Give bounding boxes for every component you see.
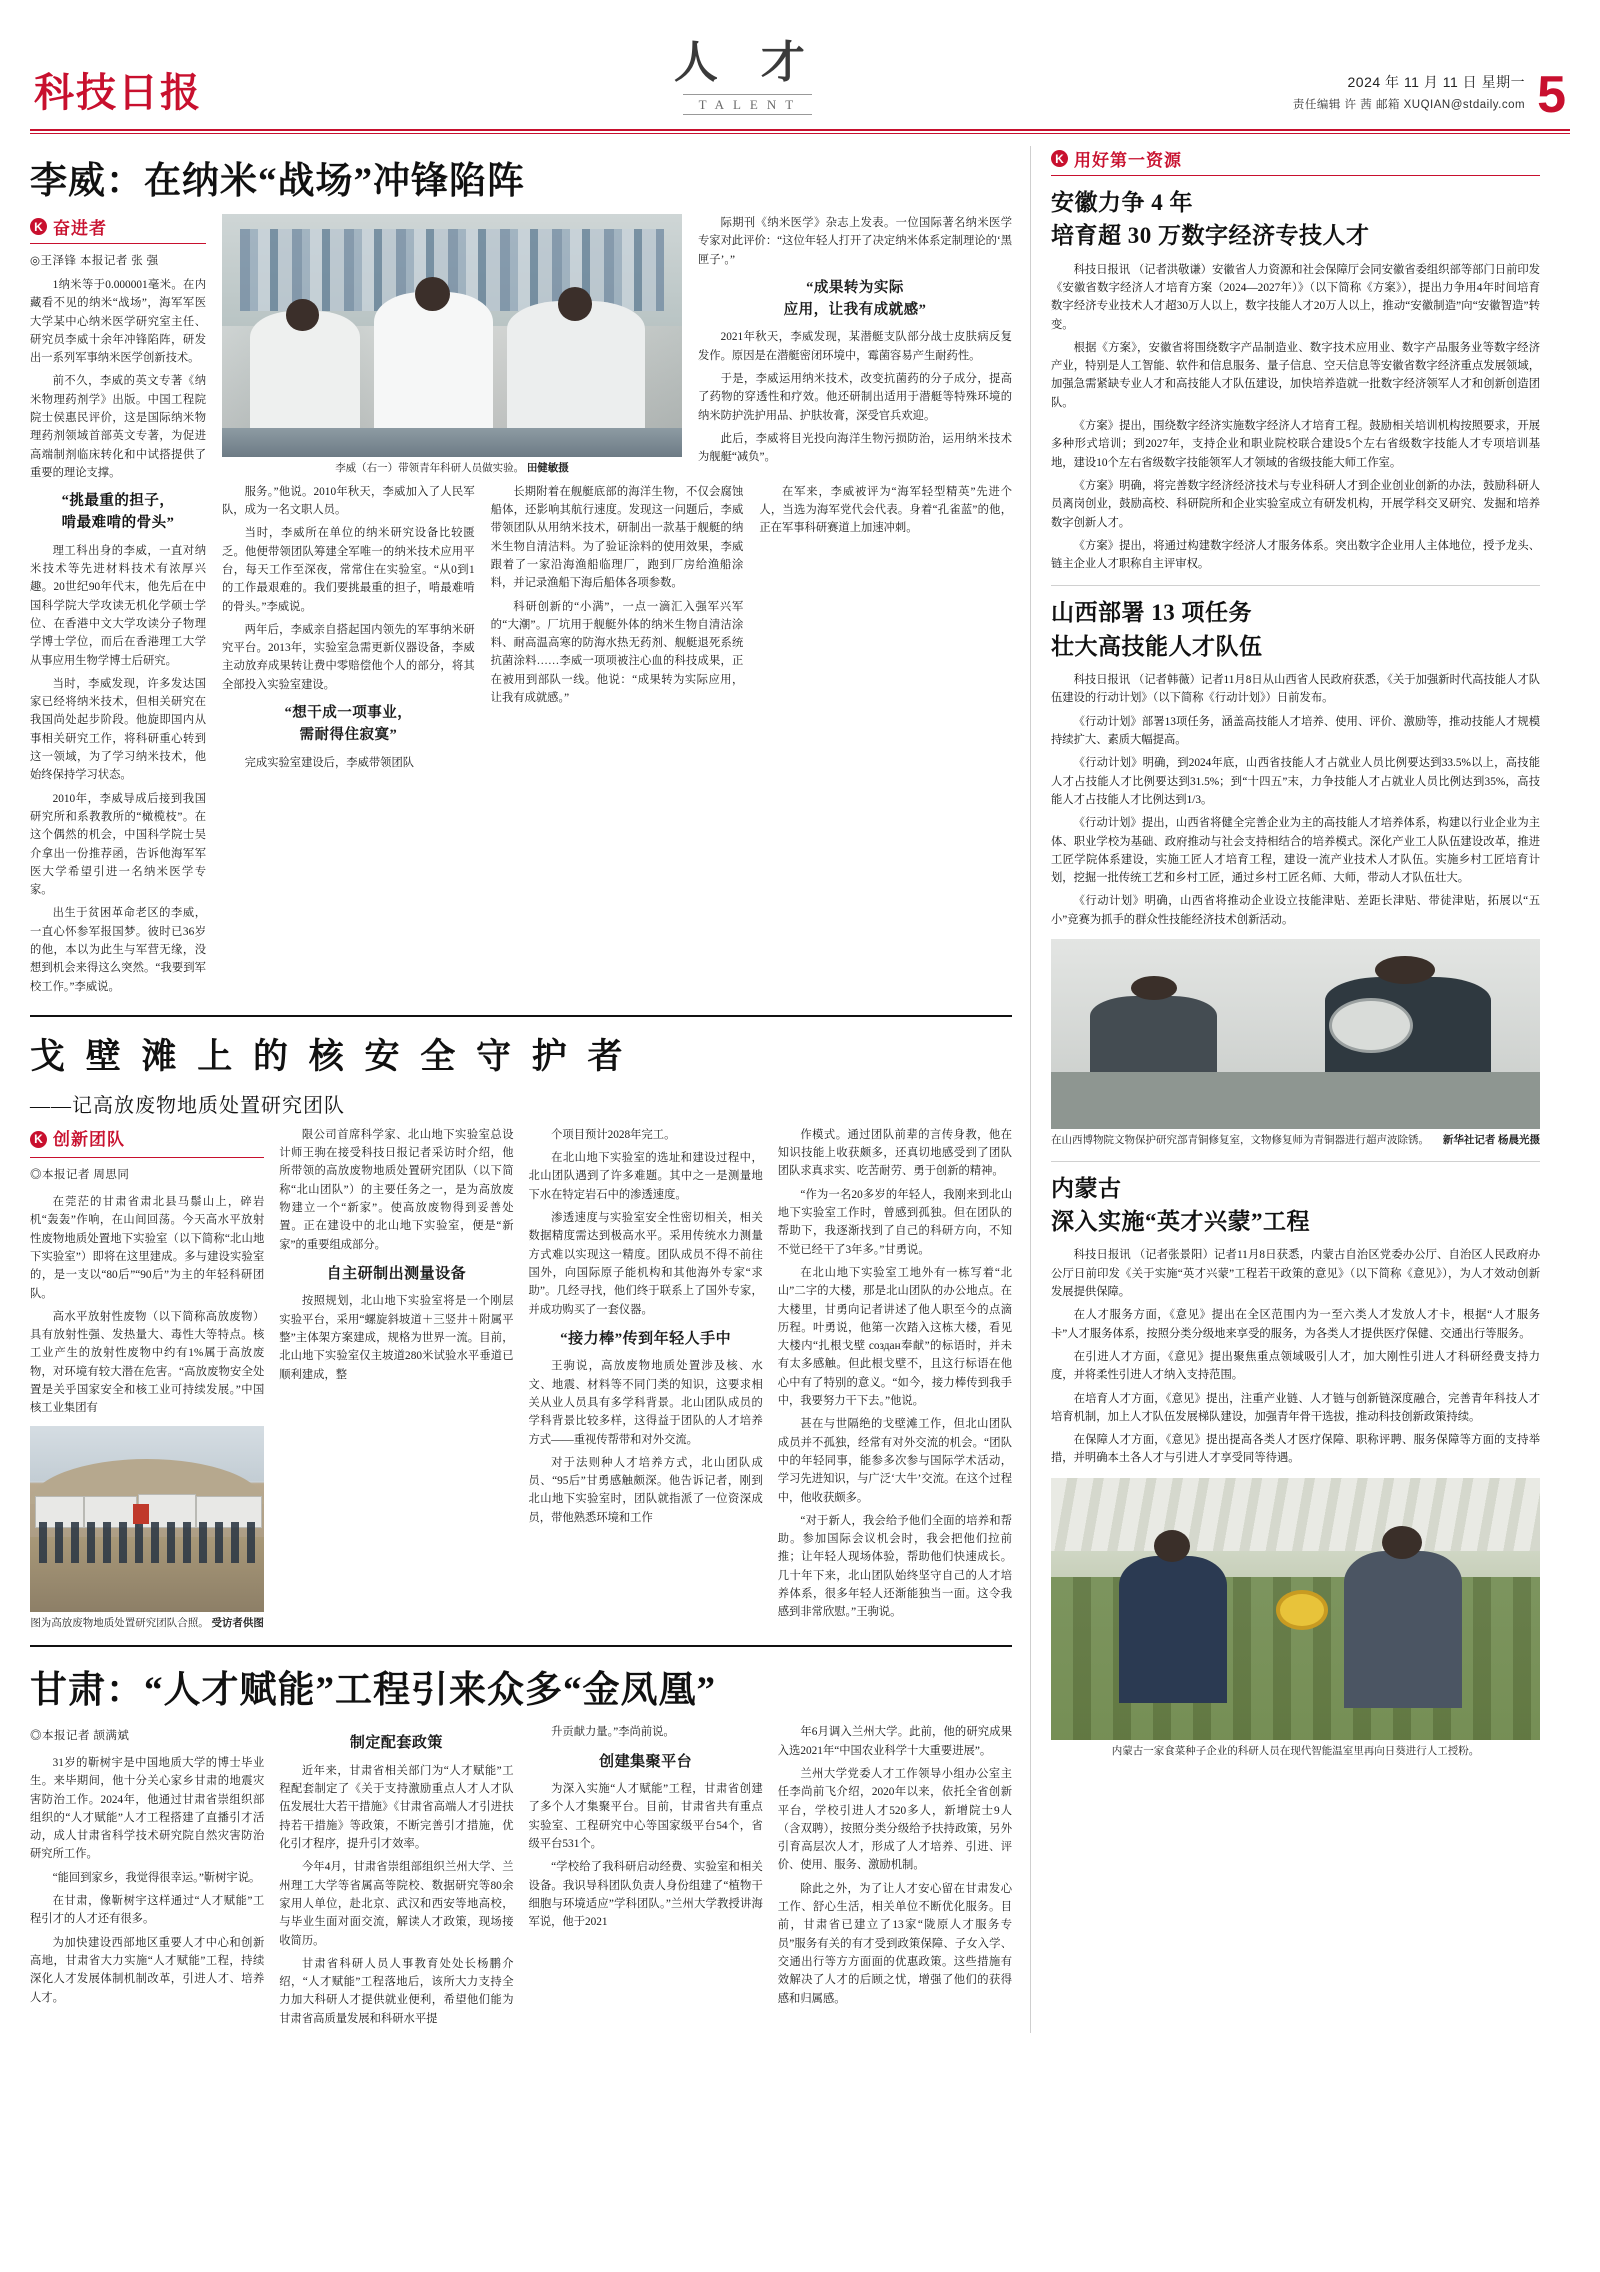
article-gobi-nuclear	[30, 1029, 1012, 1631]
paragraph: 年6月调入兰州大学。此前，他的研究成果入选2021年“中国农业科学十大重要进展”。	[777, 1726, 1012, 1757]
paragraph: 对于法则种人才培养方式，北山团队成员、“95后”甘勇感触颇深。他告诉记者，刚到北山地下实验室时，团队就指派了一位资深成员，带他熟悉环境和工作	[528, 1456, 763, 1524]
paragraph: 际期刊《纳米医学》杂志上发表。一位国际著名纳米医学专家对此评价：“这位年轻人打开了决定纳米体系定制理论的‘黑匣子’。”	[698, 217, 1012, 266]
main-column	[30, 146, 1030, 2033]
paragraph: 《方案》提出，围绕数字经济实施数字经济人才培育工程。鼓励相关培训机构按照要求，开展多种形式培训；到2027年，支持企业和职业院校联合建设5个左右省级数字技能人才专项培训基地，建设10个左右省级数字技能领军人才领域的省级技能大师工作室。	[1051, 420, 1540, 469]
right-section-tag	[1051, 146, 1540, 176]
right-divider-2	[1051, 1161, 1540, 1162]
article3-col3	[529, 1723, 763, 2033]
article1-headline: 李威：在纳米“战场”冲锋陷阵	[30, 161, 525, 202]
article1-subtitle-3: “成果转为实际 应用，让我有成就感”	[783, 279, 927, 318]
paragraph: 长期附着在舰艇底部的海洋生物，不仅会腐蚀船体，还影响其航行速度。发现这一问题后，李威带领团队从用纳米技术，研制出一款基于舰艇的纳米生物自清洁料。为了验证涂料的使用效果，李威跟着了一家沿海渔船临理厂，跑到厂房给渔船涂料，并记录渔船下海后船体各项参数。	[490, 485, 744, 590]
article2-col4	[778, 1126, 1012, 1631]
paragraph: 科技日报讯 （记者洪敬谦）安徽省人力资源和社会保障厅会同安徽省委组织部等部门日前印发《安徽省数字经济人才培育方案（2024—2027年）》（以下简称《方案》），提出力争用4年时间培育数字经济专业技术人才超30万人以上，数字技能人才20万人以上，推动“安徽制造”向“安徽智造”转变。	[1051, 263, 1540, 331]
article-gansu-talent	[30, 1659, 1012, 2033]
masthead-rule-thick	[30, 129, 1570, 131]
publication-logo: 科技日报	[34, 70, 202, 115]
paragraph: 《行动计划》明确，到2024年底，山西省技能人才占就业人员比例要达到33.5%以上，高技能人才占技能人才比例要达到31.5%；到“十四五”末，力争技能人才占就业人员比例达到35%，高技能人才占技能人才比例达到1/3。	[1051, 757, 1540, 806]
divider-2	[30, 1645, 1012, 1647]
article2-subtitle-2: “接力棒”传到年轻人手中	[560, 1330, 732, 1347]
article3-col1	[30, 1723, 264, 2033]
paragraph: “对于新人，我会给予他们全面的培养和帮助。参加国际会议机会时，我会把他们拉前推；让年轻人现场体验，帮助他们快速成长。几十年下来，北山团队始终坚守自己的人才培养体系，很多年轻人还渐能独当一面。这令我感到非常欣慰。”王驹说。	[777, 1514, 1012, 1619]
page-number: 5	[1537, 66, 1566, 125]
right-item2-body	[1051, 671, 1540, 929]
paragraph: 前不久，李威的英文专著《纳米物理药剂学》出版。中国工程院院士侯惠民评价，这是国际纳米物理药剂领域首部英文专著，为促进高端制剂临床转化和中试搭提供了重要的理论支撑。	[30, 375, 206, 479]
right-item3-body	[1051, 1246, 1540, 1467]
paragraph: 当时，李威所在单位的纳米研究设备比较匮乏。他便带领团队筹建全军唯一的纳米技术应用平台，每天工作至深夜，常常住在实验室。“从0到1的工作最艰难的。我们要挑最重的担子，啃最难啃的骨头。”李威说。	[222, 527, 475, 613]
paragraph: 《行动计划》明确，山西省将推动企业设立技能津贴、差距长津贴、带徒津贴，拓展以“五小”竞赛为抓手的群众性技能经济技术创新活动。	[1051, 895, 1540, 926]
article3-col2	[279, 1723, 513, 2033]
paragraph: 高水平放射性废物（以下简称高放废物）具有放射性强、发热量大、毒性大等特点。核工业产生的放射性废物中约有1%属于高放废物，对环境有较大潜在危害。“高放废物安全处置是关乎国家安全和核工业可持续发展。”中国核工业集团有	[30, 1310, 265, 1415]
article2-byline: ◎本报记者 周思同	[30, 1169, 130, 1182]
paragraph: 于是，李威运用纳米技术，改变抗菌药的分子成分，提高了药物的穿透性和疗效。他还研制出适用于潜艇等特殊环境的纳米防护洗护用品、护肤妆膏，深受官兵欢迎。	[698, 372, 1012, 422]
article2-subhead: ——记高放废物地质处置研究团队	[30, 1094, 345, 1117]
right-item1-head: 安徽力争 4 年 培育超 30 万数字经济专技人才	[1051, 190, 1370, 249]
article1-photo	[222, 214, 682, 457]
paragraph: 科研创新的“小满”，一点一滴汇入强军兴军的“大潮”。厂坑用于舰艇外体的纳米生物自清洁涂料、耐高温高寒的防海水热无药剂、舰艇退死系统抗菌涂料……李威一项项被注心血的科技成果，正在被用到部队一线。他说：“成果转为实际应用，让我有成就感。”	[490, 600, 744, 705]
publication-date: 2024 年 11 月 11 日 星期一	[1347, 73, 1526, 90]
red-k-icon: K	[30, 1131, 47, 1148]
paragraph: 为深入实施“人才赋能”工程，甘肃省创建了多个人才集聚平台。目前，甘肃省共有重点实验室、工程研究中心等国家级平台54个，省级平台531个。	[528, 1783, 763, 1851]
article2-photo	[30, 1426, 264, 1612]
article3-subtitle-2: 创建集聚平台	[599, 1753, 693, 1770]
paragraph: 王驹说，高放废物地质处置涉及核、水文、地震、材料等不同门类的知识，这要求相关从业人员具有多学科背景。北山团队成员的学科背景比较多样，这得益于团队的人才培养方式——重视传帮带和对外交流。	[528, 1360, 763, 1446]
article1-subtitle-2: “想干成一项事业， 需耐得住寂寞”	[284, 705, 413, 743]
paragraph: 完成实验室建设后，李威带领团队	[244, 756, 415, 769]
article1-photo-caption	[222, 461, 682, 477]
red-k-icon: K	[30, 218, 47, 235]
article3-col4	[778, 1723, 1012, 2033]
divider-1	[30, 1015, 1012, 1017]
article2-tag-label: 创新团队	[53, 1129, 125, 1149]
right-photo-greenhouse	[1051, 1478, 1540, 1740]
paragraph: 在保障人才方面，《意见》提出提高各类人才医疗保障、职称评聘、服务保障等方面的支持举措，并明确本土各人才与引进人才享受同等待遇。	[1051, 1434, 1540, 1465]
paragraph: 限公司首席科学家、北山地下实验室总设计师王驹在接受科技日报记者采访时介绍，他所带领的高放废物地质处置研究团队（以下简称“北山团队”）的主要任务之一，是为高放废物建立一个“新家”。使高放废物得到妥善处置。正在建设中的北山地下实验室，便是“新家”的重要组成部分。	[279, 1128, 514, 1251]
paragraph: 渗透速度与实验室安全性密切相关，相关数据精度需达到极高水平。采用传统水力测量方式难以实现这一精度。团队成员不得不前往国外，向国际原子能机构和其他海外专家“求助”。几经寻找，他们终于联系上了国外专家，并成功购买了一套仪器。	[528, 1212, 763, 1316]
article1-col1-part1	[30, 276, 206, 482]
paragraph: 在甘肃，像靳树宇这样通过“人才赋能”工程引才的人才还有很多。	[30, 1895, 265, 1926]
paragraph: 理工科出身的李威，一直对纳米技术等先进材料技术有浓厚兴趣。20世纪90年代末，他先后在中国科学院大学攻读无机化学硕士学位、在香港中文大学攻读分子物理学博士学位，而后在香港理工大学从事应用生物学博士后研究。	[30, 544, 206, 667]
paragraph: 科技日报讯 （记者张景阳）记者11月8日获悉，内蒙古自治区党委办公厅、自治区人民政府办公厅日前印发《关于实施“英才兴蒙”工程若干政策的意见》（以下简称《意见》），为人才效动创新发展提供保障。	[1051, 1249, 1540, 1299]
article3-subtitle-1: 制定配套政策	[349, 1735, 443, 1752]
paragraph: 在人才服务方面，《意见》提出在全区范围内为一至六类人才发放人才卡，根据“人才服务卡”人才服务体系，按照分类分级地来享受的服务，为各类人才提供医疗保健、交通出行等服务。	[1051, 1309, 1540, 1340]
article3-headline: 甘肃：“人才赋能”工程引来众多“金凤凰”	[30, 1670, 716, 1712]
paragraph: 《行动计划》提出，山西省将健全完善企业为主的高技能人才培养体系，构建以行业企业为主体、职业学校为基础、政府推动与社会支持相结合的培养模式。深化产业工人队伍建设改革，推进工匠学院体系建设，实施工匠人才培育工程，建设一流产业技术人才队伍。实施乡村工匠培育计划，挖掘一批传统工艺和乡村工匠，通过乡村工匠名师、大师，带动人才队伍壮大。	[1051, 817, 1540, 885]
article2-col1	[30, 1126, 264, 1631]
paragraph: 在北山地下实验室工地外有一栋写着“北山”二字的大楼，那是北山团队的办公地点。在大楼里，甘勇向记者讲述了他人职至今的点滴历程。叶勇说，他第一次踏入这栋大楼，看见大楼内“扎根戈壁 создан奉献”的标语时，并未有太多感触。但此根戈壁不，且这行标语在他心中有了特别的意义。“如今，接力棒传到我手中，我要努力干下去。”他说。	[777, 1266, 1012, 1408]
paragraph: 2010年，李威导成后接到我国研究所和系教教所的“橄榄枝”。在这个偶然的机会，中国科学院士吴介拿出一份推荐函，告诉他海军军医大学希望引进一名纳米医学专家。	[30, 792, 206, 897]
right-item2-head: 山西部署 13 项任务 壮大高技能人才队伍	[1051, 600, 1263, 659]
right-sidebar-column	[1030, 146, 1540, 2033]
caption-credit: 新华社记者 杨晨光摄	[1442, 1134, 1540, 1146]
article1-col2	[222, 483, 475, 777]
paragraph: 升贡献力量。”李尚前说。	[551, 1726, 675, 1739]
right-item1-body	[1051, 261, 1540, 574]
paragraph: 今年4月，甘肃省崇组部组织兰州大学、兰州理工大学等省属高等院校、数据研究等80余家用人单位，赴北京、武汉和西安等地高校，与毕业生面对面交流，解读人才政策，现场接收简历。	[279, 1861, 514, 1947]
paragraph: 《方案》提出，将通过构建数字经济人才服务体系。突出数字企业用人主体地位，授予龙头、链主企业人才职称自主评审权。	[1051, 539, 1540, 571]
paragraph: 此后，李威将目光投向海洋生物污损防治，运用纳米技术为舰艇“减负”。	[698, 432, 1012, 464]
article2-headline: 戈 壁 滩 上 的 核 安 全 守 护 者	[30, 1036, 629, 1076]
caption-text: 在山西博物院文物保护研究部青铜修复室，文物修复师为青铜器进行超声波除锈。	[1051, 1134, 1429, 1146]
paragraph: 当时，李威发现，许多发达国家已经将纳米技术，但相关研究在我国尚处起步阶段。他旋即国内从事相关研究工作，将科研重心转到这一领域，为了学习纳米技术，他始终保持学习状态。	[30, 677, 206, 782]
paragraph: 按照规划，北山地下实验室将是一个刚层实验平台，采用“螺旋斜坡道＋三竖井＋附属平整”主体架方案建成，规格为世界一流。目前，北山地下实验室仅主坡道280米试验水平垂道已顺利建成，整	[279, 1295, 514, 1381]
article1-col3-bottom	[759, 483, 1012, 777]
paragraph: 31岁的靳树宇是中国地质大学的博士毕业生。来毕期间，他十分关心家乡甘肃的地震灾害防治工作。2024年，他通过甘肃省崇组织部组织的“人才赋能”人才工程搭建了直播引才活动，成人甘肃省科学技术研究院自然灾害防治研究所工作。	[30, 1756, 265, 1861]
paragraph: 2021年秋天，李威发现，某潜艇支队部分战士皮肤病反复发作。原因是在潜艇密闭环境中，霉菌容易产生耐药性。	[698, 331, 1012, 362]
paragraph: “学校给了我科研启动经费、实验室和相关设备。我识导科团队负责人身份组建了“植物干细胞与环境适应”学科团队。”兰州大学教授讲海军说，他于2021	[528, 1861, 763, 1929]
caption-text: 李威（右一）带领青年科研人员做实验。	[335, 463, 525, 474]
paragraph: 甘肃省科研人员人事教育处处长杨鹏介绍，“人才赋能”工程落地后，该所大力支持全力加大科研人才提供就业便利，希望他们能为甘肃省高质量发展和科研水平提	[279, 1957, 514, 2025]
article2-col3	[529, 1126, 763, 1631]
paragraph: 根据《方案》，安徽省将围绕数字产品制造业、数字技术应用业、数字产品服务业等数字经济产业，特别是人工智能、软件和信息服务、量子信息、空天信息等安徽省数字经济重点发展领域，加强急需紧缺专业人才和高技能人才队伍建设，加快培养造就一批数字经济领军人才和创新创造团队。	[1051, 341, 1540, 409]
paragraph: 兰州大学党委人才工作领导小组办公室主任李尚前飞介绍，2020年以来，依托全省创新平台，学校引进人才520多人，新增院士9人（含双聘），按照分类分级给予扶持政策，另外引育高层次人才，形成了人才培养、引进、评价、使用、服务、激励机制。	[777, 1767, 1012, 1872]
paragraph: 在军来，李威被评为“海军轻型精英”先进个人，当选为海军党代会代表。身着“孔雀蓝”的他，正在军事科研赛道上加速冲刺。	[759, 485, 1013, 535]
article-li-wei	[30, 150, 1012, 1001]
paragraph: 作模式。通过团队前辈的言传身教，他在知识技能上收获颇多，还真切地感受到了团队团队求真求实、吃苦耐劳、勇于创新的精神。	[777, 1128, 1012, 1178]
section-title-block	[202, 26, 1293, 115]
paragraph: 个项目预计2028年完工。	[551, 1128, 676, 1141]
paragraph: “能回到家乡，我觉得很幸运。”靳树宇说。	[52, 1871, 261, 1884]
paragraph: 出生于贫困革命老区的李威，一直心怀参军报国梦。彼时已36岁的他，本以为此生与军营无缘，没想到机会来得这么突然。“我要到军校工作。”李威说。	[30, 907, 206, 993]
paragraph: 科技日报讯 （记者韩薇）记者11月8日从山西省人民政府获悉，《关于加强新时代高技能人才队伍建设的行动计划》（以下简称《行动计划》）日前发布。	[1051, 674, 1540, 705]
paragraph: 甚在与世隔绝的戈壁滩工作，但北山团队成员并不孤独，经常有对外交流的机会。“团队中的年轻同事，能参多次参与国际学术活动，学习先进知识，与广泛‘大牛’交流。在这个过程中，他收获颇多。	[777, 1418, 1012, 1504]
article2-subtitle-1: 自主研制出测量设备	[326, 1265, 467, 1282]
right-item-anhui	[1051, 186, 1540, 573]
paragraph: 1纳米等于0.000001毫米。在内藏看不见的纳米“战场”，海军军医大学某中心纳米医学研究室主任、研究员李威十余年冲锋陷阵，研发出一系列军事纳米医学创新技术。	[30, 279, 206, 365]
article1-section-tag	[30, 214, 206, 244]
masthead-right	[1292, 66, 1566, 125]
right-item-neimenggu	[1051, 1172, 1540, 1468]
section-title-en: TALENT	[683, 94, 813, 115]
paragraph: 《方案》明确，将完善数字经济经济技术与专业科研人才到企业创业创新的办法，鼓励科研人员离岗创业，鼓励高校、科研院所和企业实验室成立有研发机构，开展学科交叉研究、发掘和培养数字创新人才。	[1051, 479, 1540, 529]
section-title-cn: 人 才	[673, 38, 821, 87]
paragraph: 除此之外，为了让人才安心留在甘肃发心工作、舒心生活，相关单位不断优化服务。目前，甘肃省已建立了13家“陇原人才服务专员”服务有关的有才受到政策保障、子女入学、交通出行等方方面面的优惠政策。这些措施有效解决了人才的后顾之忧，增强了他们的获得感和归属感。	[777, 1882, 1012, 2005]
right-tag-label: 用好第一资源	[1074, 151, 1182, 170]
paragraph: 两年后，李威亲自搭起国内领先的军事纳米研究平台。2013年，实验室急需更新仪器设备，李威主动放弃成果转让费中零赔偿他个人的部分，将其全部投入实验室建设。	[222, 623, 475, 691]
paragraph: “作为一名20多岁的年轻人，我刚来到北山地下实验室工作时，曾感到孤独。但在团队的帮助下，我逐渐找到了自己的科研方向，不知不觉已经干了3年多。”甘勇说。	[777, 1188, 1012, 1256]
right-item-shanxi	[1051, 596, 1540, 929]
right-photo-museum	[1051, 939, 1540, 1129]
article2-photo-caption	[30, 1616, 264, 1632]
right-photo1-caption	[1051, 1133, 1540, 1149]
caption-credit: 田健敏摄	[526, 463, 569, 474]
paragraph: 近年来，甘肃省相关部门为“人才赋能”工程配套制定了《关于支持激励重点人才人才队伍发展壮大若干措施》《甘肃省高端人才引进扶持若干措施》等政策，不断完善引才措施，优化引才程序，提升引才效率。	[279, 1764, 514, 1851]
article1-subtitle-1: “挑最重的担子， 啃最难啃的骨头”	[61, 493, 175, 532]
paragraph: 服务。”他说。2010年秋天，李威加入了人民军队，成为一名文职人员。	[222, 485, 475, 517]
article1-col3-mid	[491, 483, 744, 777]
right-photo2-caption: 内蒙古一家食菜种子企业的科研人员在现代智能温室里再向日葵进行人工授粉。	[1111, 1745, 1480, 1757]
article1-byline: ◎王泽锋 本报记者 张 强	[30, 255, 159, 267]
red-k-icon: K	[1051, 150, 1068, 167]
caption-credit: 受访者供图	[211, 1617, 264, 1629]
paragraph: 在北山地下实验室的选址和建设过程中，北山团队遇到了许多难题。其中之一是测量地下水在特定岩石中的渗透速度。	[528, 1152, 763, 1201]
caption-text: 图为高放废物地质处置研究团队合照。	[30, 1617, 209, 1629]
editor-line: 责任编辑 许 茜 邮箱 XUQIAN@stdaily.com	[1292, 99, 1526, 112]
paragraph: 在培育人才方面，《意见》提出，注重产业链、人才链与创新链深度融合，完善青年科技人才培育机制，加上人才队伍发展梯队建设，加强青年骨干选拔，推动科技创新政策持续。	[1051, 1392, 1540, 1423]
article1-col3-top	[698, 214, 1012, 477]
paragraph: 为加快建设西部地区重要人才中心和创新高地，甘肃省大力实施“人才赋能”工程，持续深化人才发展体制机制改革，引进人才、培养人才。	[30, 1936, 265, 2004]
right-item3-head: 内蒙古 深入实施“英才兴蒙”工程	[1051, 1175, 1310, 1235]
paragraph: 在引进人才方面，《意见》提出聚焦重点领域吸引人才，加大刚性引进人才科研经费支持力度，并将柔性引进人才纳入支持范围。	[1051, 1350, 1540, 1382]
article1-tag-label: 奋进者	[53, 219, 107, 238]
page-body	[0, 134, 1600, 2033]
right-divider-1	[1051, 585, 1540, 586]
masthead	[0, 0, 1600, 123]
paragraph: 在莞茫的甘肃省肃北县马鬃山上，碎岩机“轰轰”作响，在山间回荡。今天高水平放射性废物地质处置地下实验室（以下简称“北山地下实验室”）即将在这里建成。多与建设实验室的，是一支以“80后”“90后”为主的年轻科研团队。	[30, 1196, 265, 1300]
article2-col2	[279, 1126, 513, 1631]
article3-byline: ◎本报记者 颉满斌	[30, 1730, 130, 1743]
paragraph: 《行动计划》部署13项任务，涵盖高技能人才培养、使用、评价、激励等，推动技能人才规模持续扩大、素质大幅提高。	[1051, 715, 1540, 747]
article1-col1-part2	[30, 542, 206, 996]
article2-section-tag	[30, 1126, 264, 1159]
